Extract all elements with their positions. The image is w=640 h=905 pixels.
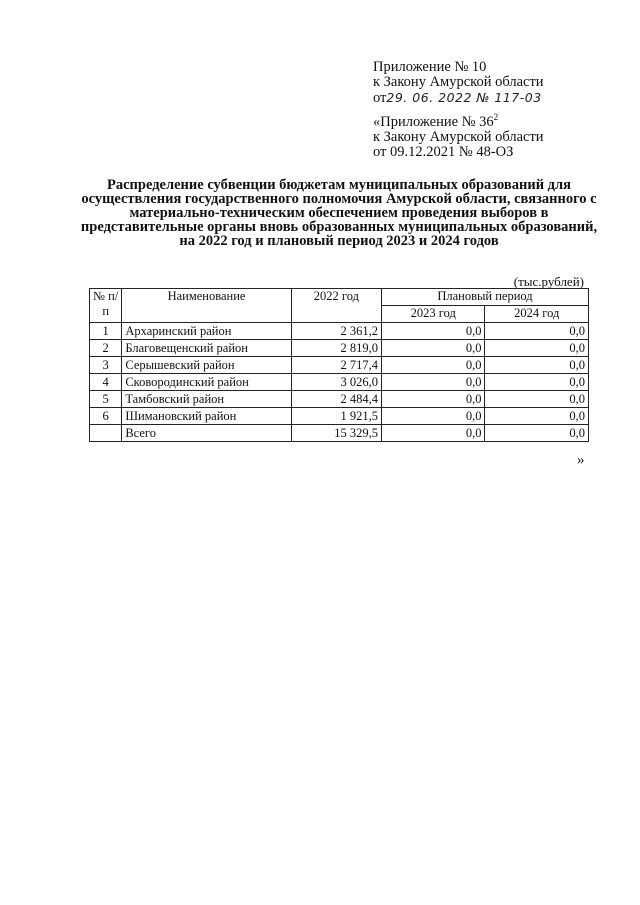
table-row: [90, 408, 589, 425]
header-num: № п/п: [90, 289, 122, 323]
district-name: Шимановский район: [122, 408, 291, 425]
table-row: [90, 374, 589, 391]
document-title: Распределение субвенции бюджетам муниципальных образований для осуществления государственного полномочия Амурской области, связанного с материально-техническим обеспечением проведения выборов в представительные органы вновь образованных муниципальных образований, на 2022 год и плановый период 2023 и 2024 годов: [80, 177, 598, 249]
row-number: 2: [90, 340, 122, 357]
value-2023: 0,0: [382, 408, 485, 425]
law-name: к Закону Амурской области: [373, 74, 544, 90]
district-name: Тамбовский район: [122, 391, 291, 408]
value-2023: 0,0: [382, 340, 485, 357]
value-2022: 2 484,4: [291, 391, 381, 408]
total-2023: 0,0: [382, 425, 485, 442]
row-number: 4: [90, 374, 122, 391]
appendix-superscript: 2: [493, 112, 499, 123]
handwritten-date-number: 29. 06. 2022 № 117-03: [386, 90, 542, 105]
value-2023: 0,0: [382, 374, 485, 391]
closing-quote: »: [577, 452, 585, 468]
value-2024: 0,0: [485, 374, 589, 391]
value-2024: 0,0: [485, 340, 589, 357]
value-2023: 0,0: [382, 323, 485, 340]
value-2024: 0,0: [485, 357, 589, 374]
value-2024: 0,0: [485, 323, 589, 340]
district-name: Сковородинский район: [122, 374, 291, 391]
subvention-table: [89, 288, 589, 442]
row-number: 6: [90, 408, 122, 425]
appendix-number: Приложение № 10: [373, 59, 487, 75]
original-appendix-number: «Приложение № $36^2$: [373, 112, 499, 130]
value-2022: 2 819,0: [291, 340, 381, 357]
law-date-line: [373, 90, 544, 106]
date-prefix: от: [373, 90, 387, 106]
header-2024: 2024 год: [485, 306, 589, 323]
total-2024: 0,0: [485, 425, 589, 442]
units-label: (тыс.рублей): [513, 274, 584, 289]
value-2022: 2 717,4: [291, 357, 381, 374]
row-number: 5: [90, 391, 122, 408]
total-2022: 15 329,5: [291, 425, 381, 442]
original-law-name: к Закону Амурской области: [373, 129, 544, 145]
district-name: Архаринский район: [122, 323, 291, 340]
value-2024: 0,0: [485, 408, 589, 425]
district-name: Серышевский район: [122, 357, 291, 374]
value-2022: 2 361,2: [291, 323, 381, 340]
value-2023: 0,0: [382, 357, 485, 374]
district-name: Благовещенский район: [122, 340, 291, 357]
original-law-date: от 09.12.2021 № 48-ОЗ: [373, 144, 514, 160]
value-2023: 0,0: [382, 391, 485, 408]
table-row: [90, 340, 589, 357]
row-number: 1: [90, 323, 122, 340]
value-2024: 0,0: [485, 391, 589, 408]
header-name: Наименование: [122, 289, 291, 323]
header-planned-period: Плановый период: [382, 289, 589, 306]
header-2022: 2022 год: [291, 289, 381, 323]
row-number: 3: [90, 357, 122, 374]
value-2022: 3 026,0: [291, 374, 381, 391]
table-row: [90, 391, 589, 408]
table-row: [90, 323, 589, 340]
original-appendix-reference: [373, 112, 544, 160]
total-row: [90, 425, 589, 442]
total-label: Всего: [122, 425, 291, 442]
value-2022: 1 921,5: [291, 408, 381, 425]
law-reference-header: [373, 60, 544, 106]
total-num-cell: [90, 425, 122, 442]
header-2023: 2023 год: [382, 306, 485, 323]
table-row: [90, 357, 589, 374]
